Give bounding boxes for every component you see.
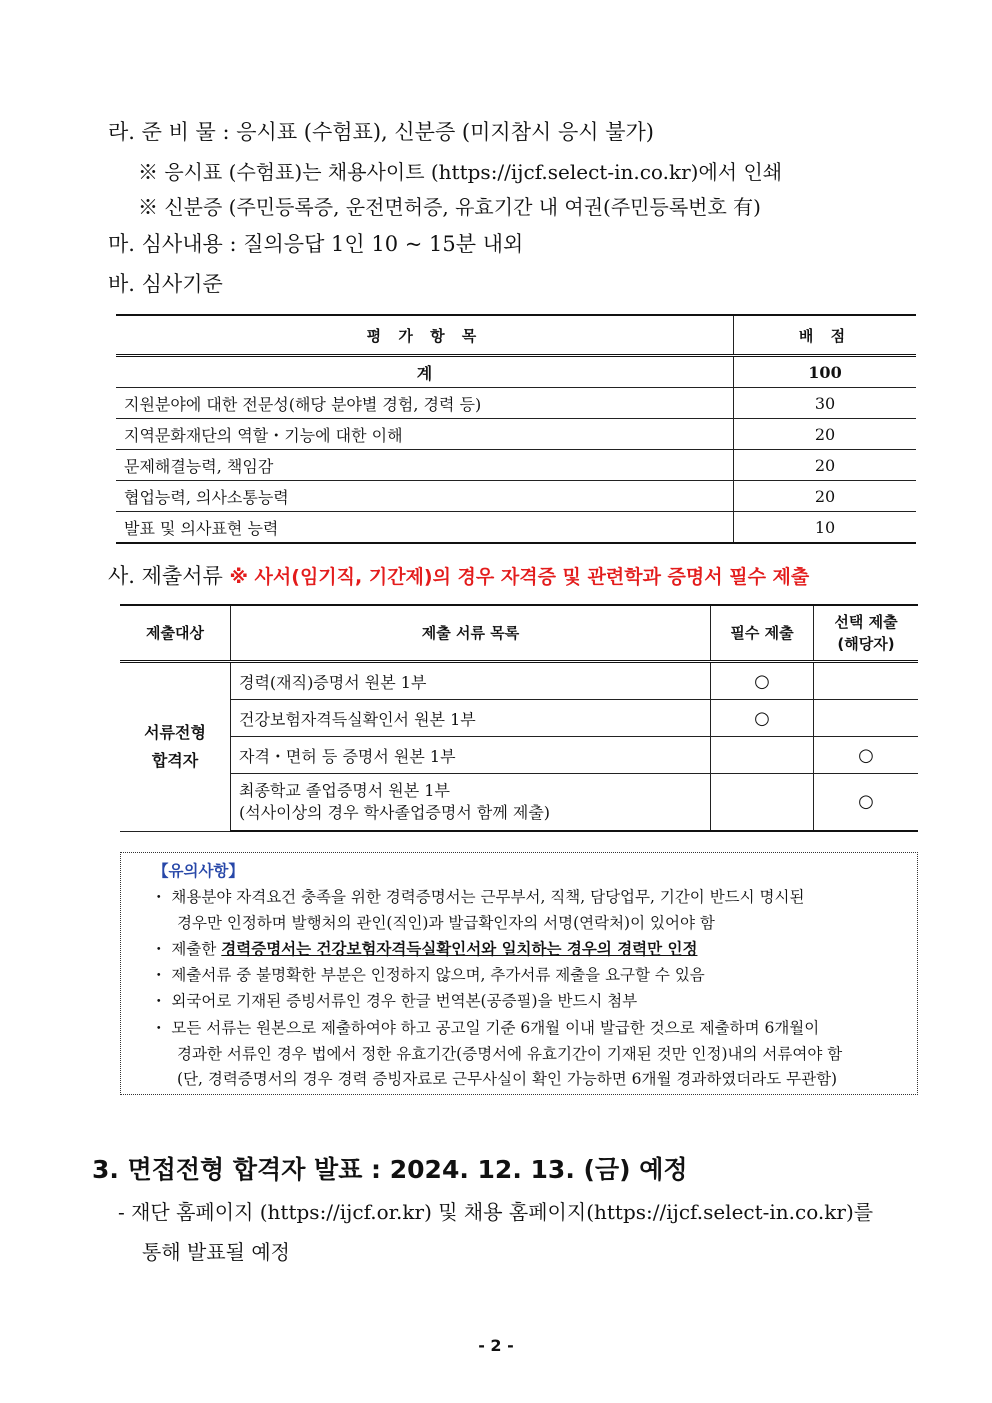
doc-name: [231, 774, 711, 832]
score-value: 20: [734, 481, 917, 512]
page-number: - 2 -: [478, 1336, 514, 1355]
notice-bullet-1: ・ 채용분야 자격요건 충족을 위한 경력증명서는 근무부서, 직책, 담당업무, 기간이 반드시 명시된: [151, 888, 805, 906]
score-item: 협업능력, 의사소통능력: [116, 481, 734, 512]
required-mark: ○: [711, 700, 814, 737]
notice-box: [120, 852, 918, 1095]
score-total-row: [116, 356, 916, 388]
target-group: [120, 662, 231, 832]
table-row: [116, 512, 916, 544]
header-target: 제출대상: [120, 605, 231, 662]
header-score: 배 점: [734, 315, 917, 356]
required-mark: ○: [711, 662, 814, 700]
required-mark: [711, 737, 814, 774]
total-label: 계: [116, 356, 734, 388]
ra-note-ticket: ※ 응시표 (수험표)는 채용사이트 (https://ijcf.select-in.co.kr)에서 인쇄: [138, 160, 783, 184]
optional-mark: ○: [814, 774, 919, 832]
optional-mark: [814, 700, 919, 737]
docs-table-header: [120, 605, 918, 662]
table-row: [120, 774, 918, 832]
table-row: [116, 419, 916, 450]
header-optional: [814, 605, 919, 662]
score-table-header: [116, 315, 916, 356]
header-item: 평 가 항 목: [116, 315, 734, 356]
doc-name: 경력(재직)증명서 원본 1부: [231, 662, 711, 700]
table-row: [116, 481, 916, 512]
target-group-line2: 합격자: [151, 750, 199, 770]
notice-bullet-2: [151, 937, 697, 959]
doc-name: 건강보험자격득실확인서 원본 1부: [231, 700, 711, 737]
notice-bullet-2-prefix: ・ 제출한: [151, 940, 222, 958]
notice-bullet-1-cont: 경우만 인정하며 발행처의 관인(직인)과 발급확인자의 서명(연락처)이 있어야 함: [177, 914, 715, 932]
notice-bullet-5-cont1: 경과한 서류인 경우 법에서 정한 유효기간(증명서에 유효기간이 기재된 것만 인정)내의 서류여야 함: [177, 1045, 843, 1063]
table-row: [120, 662, 918, 700]
announcement-line-1: - 재단 홈페이지 (https://ijcf.or.kr) 및 채용 홈페이지(https://ijcf.select-in.co.kr)를: [118, 1200, 874, 1224]
section-ma: 마. 심사내용 : 질의응답 1인 10 ~ 15분 내외: [108, 232, 524, 256]
section-ba: 바. 심사기준: [108, 272, 223, 296]
notice-bullet-5: ・ 모든 서류는 원본으로 제출하여야 하고 공고일 기준 6개월 이내 발급한 것으로 제출하며 6개월이: [151, 1019, 820, 1037]
table-row: [116, 388, 916, 419]
section-sa: [108, 560, 809, 590]
header-doclist: 제출 서류 목록: [231, 605, 711, 662]
ra-note-id: ※ 신분증 (주민등록증, 운전면허증, 유효기간 내 여권(주민등록번호 有): [138, 195, 761, 219]
optional-mark: [814, 662, 919, 700]
doc-name-line1: 최종학교 졸업증명서 원본 1부: [239, 781, 450, 800]
notice-bullet-5-cont2: (단, 경력증명서의 경우 경력 증빙자료로 근무사실이 확인 가능하면 6개월 경과하였더라도 무관함): [177, 1070, 838, 1088]
total-value: 100: [734, 356, 917, 388]
score-value: 10: [734, 512, 917, 544]
score-value: 30: [734, 388, 917, 419]
notice-heading: 【유의사항】: [153, 862, 244, 880]
target-group-line1: 서류전형: [144, 722, 206, 742]
notice-bullet-3: ・ 제출서류 중 불명확한 부분은 인정하지 않으며, 추가서류 제출을 요구할 수 있음: [151, 966, 705, 984]
optional-mark: ○: [814, 737, 919, 774]
section-sa-label: 사. 제출서류: [108, 564, 223, 588]
announcement-line-2: 통해 발표될 예정: [142, 1240, 290, 1264]
required-mark: [711, 774, 814, 832]
section-sa-warning: ※ 사서(임기직, 기간제)의 경우 자격증 및 관련학과 증명서 필수 제출: [229, 566, 810, 588]
header-optional-line2: (해당자): [837, 635, 895, 653]
doc-name-line2: (석사이상의 경우 학사졸업증명서 함께 제출): [239, 803, 551, 822]
table-row: [116, 450, 916, 481]
docs-table: [120, 604, 918, 832]
header-required: 필수 제출: [711, 605, 814, 662]
header-optional-line1: 선택 제출: [834, 613, 898, 631]
score-value: 20: [734, 419, 917, 450]
score-item: 발표 및 의사표현 능력: [116, 512, 734, 544]
table-row: [120, 737, 918, 774]
section-3-title: 3. 면접전형 합격자 발표 : 2024. 12. 13. (금) 예정: [92, 1155, 688, 1184]
doc-name: 자격・면허 등 증명서 원본 1부: [231, 737, 711, 774]
score-item: 지원분야에 대한 전문성(해당 분야별 경험, 경력 등): [116, 388, 734, 419]
notice-bullet-4: ・ 외국어로 기재된 증빙서류인 경우 한글 번역본(공증필)을 반드시 첨부: [151, 992, 638, 1010]
table-row: [120, 700, 918, 737]
score-item: 문제해결능력, 책임감: [116, 450, 734, 481]
score-table: [116, 314, 916, 544]
notice-bullet-2-emphasis: 경력증명서는 건강보험자격득실확인서와 일치하는 경우의 경력만 인정: [221, 939, 698, 958]
score-value: 20: [734, 450, 917, 481]
section-ra: 라. 준 비 물 : 응시표 (수험표), 신분증 (미지참시 응시 불가): [108, 120, 654, 144]
score-item: 지역문화재단의 역할・기능에 대한 이해: [116, 419, 734, 450]
